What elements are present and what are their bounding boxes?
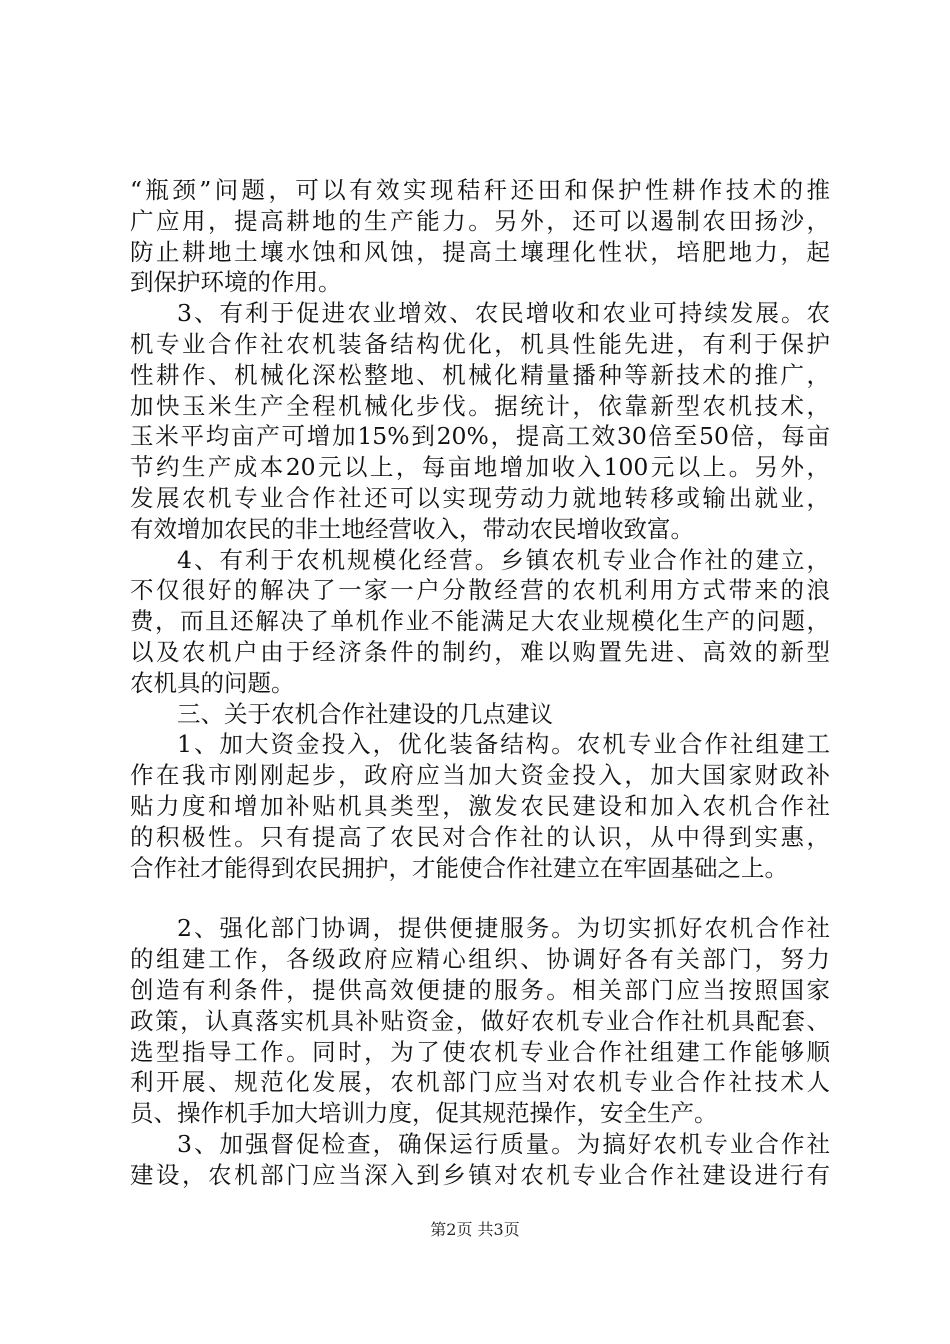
text-line: 建设，农机部门应当深入到乡镇对农机专业合作社建设进行有 (130, 1160, 830, 1189)
text-line: 性耕作、机械化深松整地、机械化精量播种等新技术的推广， (130, 360, 830, 389)
page-number-footer: 第2页 共3页 (430, 1220, 520, 1239)
text-line: 创造有利条件，提供高效便捷的服务。相关部门应当按照国家 (130, 975, 830, 1004)
text-line: 节约生产成本20元以上，每亩地增加收入100元以上。另外， (130, 453, 830, 482)
text-line: 机专业合作社农机装备结构优化，机具性能先进，有利于保护 (130, 329, 830, 358)
section-heading: 三、关于农机合作社建设的几点建议 (177, 699, 553, 728)
text-line: 到保护环境的作用。 (130, 268, 342, 297)
text-line: 利开展、规范化发展，农机部门应当对农机专业合作社技术人 (130, 1068, 830, 1097)
text-line: 3、加强督促检查，确保运行质量。为搞好农机专业合作社 (177, 1129, 830, 1158)
text-line: 3、有利于促进农业增效、农民增收和农业可持续发展。农 (177, 299, 830, 328)
document-body (130, 175, 830, 1191)
text-line: 政策，认真落实机具补贴资金，做好农机专业合作社机具配套、 (130, 1006, 830, 1035)
text-line: 费，而且还解决了单机作业不能满足大农业规模化生产的问题， (130, 607, 830, 636)
text-line: 防止耕地土壤水蚀和风蚀，提高土壤理化性状，培肥地力，起 (130, 237, 830, 266)
text-line: 合作社才能得到农民拥护，才能使合作社建立在牢固基础之上。 (130, 853, 788, 882)
text-line: 不仅很好的解决了一家一户分散经营的农机利用方式带来的浪 (130, 576, 830, 605)
text-line: 的积极性。只有提高了农民对合作社的认识，从中得到实惠， (130, 822, 830, 851)
text-line: 4、有利于农机规模化经营。乡镇农机专业合作社的建立， (177, 545, 830, 574)
text-line: 广应用，提高耕地的生产能力。另外，还可以遏制农田扬沙， (130, 206, 830, 235)
text-line: 1、加大资金投入，优化装备结构。农机专业合作社组建工 (177, 730, 830, 759)
text-line: 员、操作机手加大培训力度，促其规范操作，安全生产。 (130, 1099, 718, 1128)
text-line: 作在我市刚刚起步，政府应当加大资金投入，加大国家财政补 (130, 761, 830, 790)
text-line: 选型指导工作。同时，为了使农机专业合作社组建工作能够顺 (130, 1037, 830, 1066)
text-line: 2、强化部门协调，提供便捷服务。为切实抓好农机合作社 (177, 914, 830, 943)
text-line: 有效增加农民的非土地经营收入，带动农民增收致富。 (130, 514, 694, 543)
text-line: 贴力度和增加补贴机具类型，激发农民建设和加入农机合作社 (130, 791, 830, 820)
text-line: “瓶颈”问题，可以有效实现秸秆还田和保护性耕作技术的推 (130, 176, 830, 204)
text-line: 的组建工作，各级政府应精心组织、协调好各有关部门，努力 (130, 945, 830, 974)
text-line: 以及农机户由于经济条件的制约，难以购置先进、高效的新型 (130, 637, 830, 666)
text-line: 加快玉米生产全程机械化步伐。据统计，依靠新型农机技术， (130, 391, 830, 420)
text-line: 玉米平均亩产可增加15%到20%，提高工效30倍至50倍，每亩 (130, 422, 830, 451)
text-line: 农机具的问题。 (130, 668, 295, 697)
text-line: 发展农机专业合作社还可以实现劳动力就地转移或输出就业， (130, 483, 830, 512)
